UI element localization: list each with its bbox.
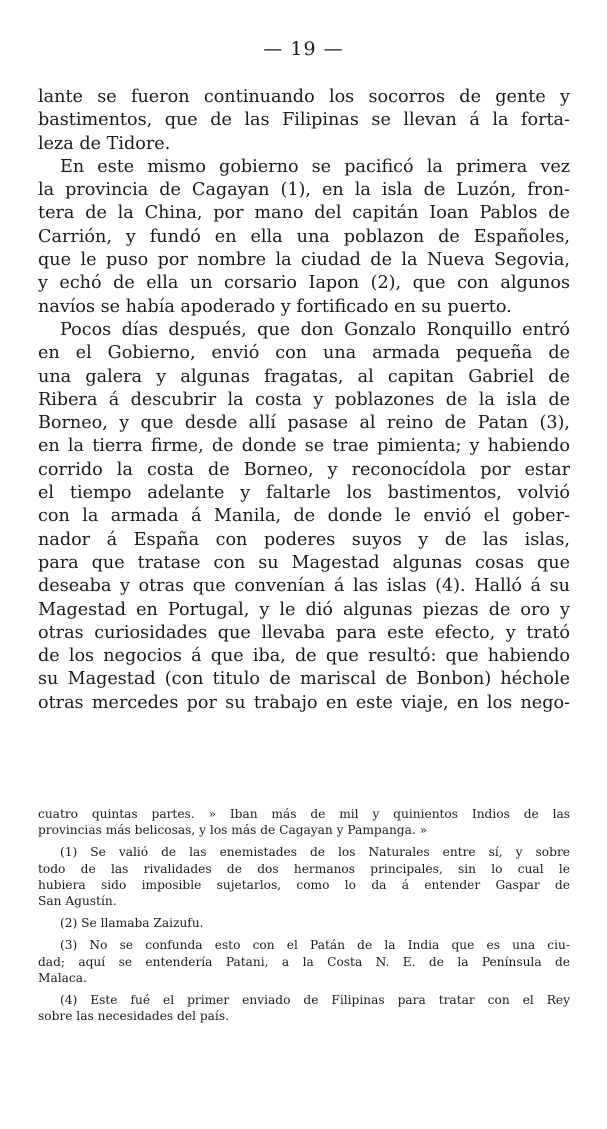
- footnote-line: hubiera sido imposible sujetarlos, como lo da á entender Gaspar de: [38, 877, 570, 892]
- footnote-line: dad; aquí se entendería Patani, a la Costa N. E. de la Península de: [38, 954, 570, 969]
- footnote-1: [38, 844, 570, 909]
- body-line: el tiempo adelante y faltarle los bastimentos, volvió: [38, 483, 570, 504]
- body-line: la provincia de Cagayan (1), en la isla de Luzón, fron-: [38, 180, 570, 201]
- body-line: con la armada á Manila, de donde le envió el gober-: [38, 506, 570, 527]
- body-line: deseaba y otras que convenían á las islas (4). Halló á su: [38, 576, 570, 597]
- body-line: para que tratase con su Magestad algunas cosas que: [38, 552, 570, 573]
- footnote-line: (3) No se confunda esto con el Patán de la India que es una ciu-: [60, 938, 570, 953]
- footnote-line: todo de las rivalidades de dos hermanos principales, sin lo cual le: [38, 861, 570, 876]
- body-line: bastimentos, que de las Filipinas se llevan á la forta-: [38, 110, 570, 131]
- body-line: que le puso por nombre la ciudad de la Nueva Segovia,: [38, 250, 570, 271]
- body-line: nador á España con poderes suyos y de las islas,: [38, 529, 570, 550]
- body-line: corrido la costa de Borneo, y reconocídola por estar: [38, 459, 570, 480]
- footnote-line: cuatro quintas partes. » Iban más de mil y quinientos Indios de las: [38, 807, 570, 821]
- footnote-line: sobre las necesidades del país.: [38, 1009, 229, 1024]
- body-line: otras mercedes por su trabajo en este viaje, en los nego-: [38, 692, 570, 713]
- body-line: otras curiosidades que llevaba para este efecto, y trató: [38, 622, 570, 643]
- body-line: navíos se había apoderado y fortificado en su puerto.: [38, 296, 512, 317]
- footnote-4: [38, 992, 570, 1024]
- body-line: Magestad en Portugal, y le dió algunas piezas de oro y: [38, 599, 570, 620]
- body-line: una galera y algunas fragatas, al capitan Gabriel de: [38, 366, 570, 387]
- page-number: — 19 —: [263, 38, 344, 60]
- footnote-line: (2) Se llamaba Zaizufu.: [60, 916, 204, 931]
- body-line: Ribera á descubrir la costa y poblazones de la isla de: [38, 389, 570, 410]
- footnote-line: provincias más belicosas, y los más de Cagayan y Pampanga. »: [38, 823, 428, 838]
- body-line: de los negocios á que iba, de que resultó: que habiendo: [38, 646, 570, 667]
- body-line: lante se fueron continuando los socorros de gente y: [38, 87, 570, 107]
- footnote-line: Malaca.: [38, 970, 87, 985]
- footnote-line: (4) Este fué el primer enviado de Filipinas para tratar con el Rey: [60, 992, 570, 1007]
- body-line: en la tierra firme, de donde se trae pimienta; y habiendo: [38, 436, 570, 457]
- body-line: y echó de ella un corsario Iapon (2), que con algunos: [38, 273, 570, 294]
- body-line: Borneo, y que desde allí pasase al reino de Patan (3),: [38, 413, 570, 434]
- body-line: su Magestad (con titulo de mariscal de Bonbon) héchole: [38, 669, 570, 690]
- body-line: En este mismo gobierno se pacificó la primera vez: [60, 156, 570, 177]
- footnote-continuation: [38, 806, 570, 838]
- body-line: leza de Tidore.: [38, 133, 171, 154]
- footnote-3: [38, 937, 570, 986]
- body-text: [38, 86, 570, 715]
- body-line: Pocos días después, que don Gonzalo Ronquillo entró: [60, 319, 570, 340]
- body-line: tera de la China, por mano del capitán Ioan Pablos de: [38, 203, 570, 224]
- body-line: en el Gobierno, envió con una armada pequeña de: [38, 343, 570, 364]
- body-line: Carrión, y fundó en ella una poblazon de Españoles,: [38, 226, 570, 247]
- footnote-2: [38, 915, 570, 931]
- footnotes: [38, 806, 570, 1024]
- footnote-line: San Agustín.: [38, 893, 117, 908]
- footnote-line: (1) Se valió de las enemistades de los Naturales entre sí, y sobre: [60, 845, 570, 860]
